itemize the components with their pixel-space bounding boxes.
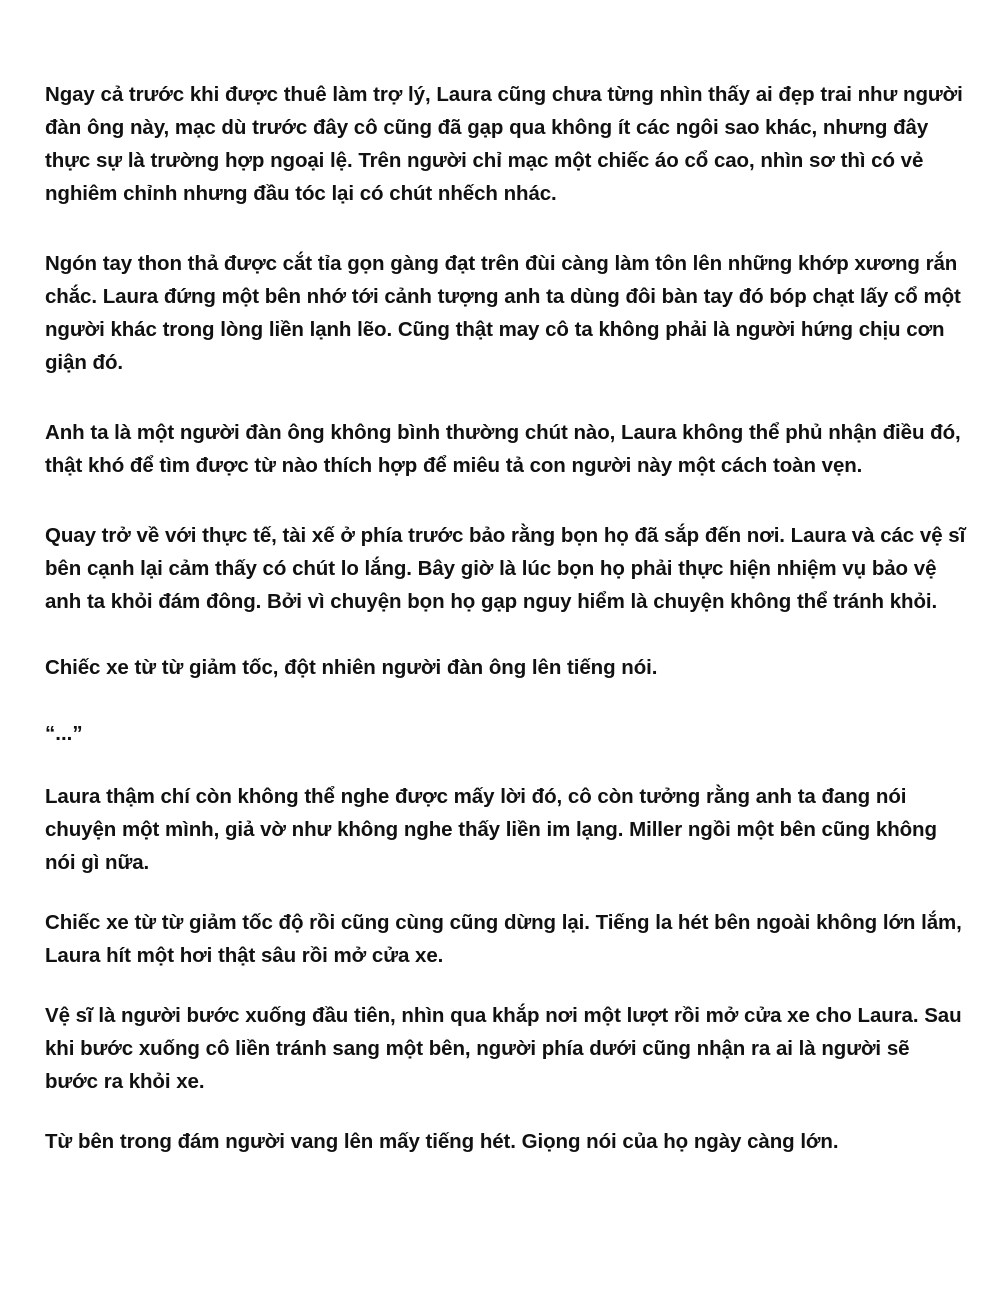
dialogue-quote: “...” — [45, 722, 83, 745]
paragraph: Quay trở về với thực tế, tài xế ở phía trước bảo rằng bọn họ đã sắp đến nơi. Laura và các vệ sĩ bên cạnh lại cảm thấy có chút lo lắng. Bây giờ là lúc bọn họ phải thực hiện nhiệm vụ bảo vệ anh ta khỏi đám đông. Bởi vì chuyện bọn họ gạp nguy hiểm là chuyện không thể tránh khỏi. — [45, 524, 966, 613]
paragraph: Vệ sĩ là người bước xuống đầu tiên, nhìn qua khắp nơi một lượt rồi mở cửa xe cho Laura. Sau khi bước xuống cô liền tránh sang một bên, người phía dưới cũng nhận ra ai là người sẽ bước ra khỏi xe. — [45, 1004, 962, 1093]
paragraph: Chiếc xe từ từ giảm tốc độ rồi cũng cùng cũng dừng lại. Tiếng la hét bên ngoài không lớn lắm, Laura hít một hơi thật sâu rồi mở cửa xe. — [45, 911, 962, 967]
paragraph: Ngay cả trước khi được thuê làm trợ lý, Laura cũng chưa từng nhìn thấy ai đẹp trai như người đàn ông này, mạc dù trước đây cô cũng đã gạp qua không ít các ngôi sao khác, nhưng đây thực sự là trường hợp ngoại lệ. Trên người chỉ mạc một chiếc áo cổ cao, nhìn sơ thì có vẻ nghiêm chỉnh nhưng đầu tóc lại có chút nhếch nhác. — [45, 83, 963, 205]
paragraph: Ngón tay thon thả được cắt tỉa gọn gàng đạt trên đùi càng làm tôn lên những khớp xương rắn chắc. Laura đứng một bên nhớ tới cảnh tượng anh ta dùng đôi bàn tay đó bóp chạt lấy cổ một người khác trong lòng liền lạnh lẽo. Cũng thật may cô ta không phải là người hứng chịu cơn giận đó. — [45, 252, 961, 374]
paragraph: Anh ta là một người đàn ông không bình thường chút nào, Laura không thể phủ nhận điều đó, thật khó để tìm được từ nào thích hợp để miêu tả con người này một cách toàn vẹn. — [45, 421, 961, 477]
text-column — [45, 78, 967, 1158]
paragraph: Laura thậm chí còn không thể nghe được mấy lời đó, cô còn tưởng rằng anh ta đang nói chuyện một mình, giả vờ như không nghe thấy liền im lạng. Miller ngồi một bên cũng không nói gì nữa. — [45, 785, 937, 874]
paragraph: Từ bên trong đám người vang lên mấy tiếng hét. Giọng nói của họ ngày càng lớn. — [45, 1130, 839, 1153]
paragraph: Chiếc xe từ từ giảm tốc, đột nhiên người đàn ông lên tiếng nói. — [45, 656, 658, 679]
